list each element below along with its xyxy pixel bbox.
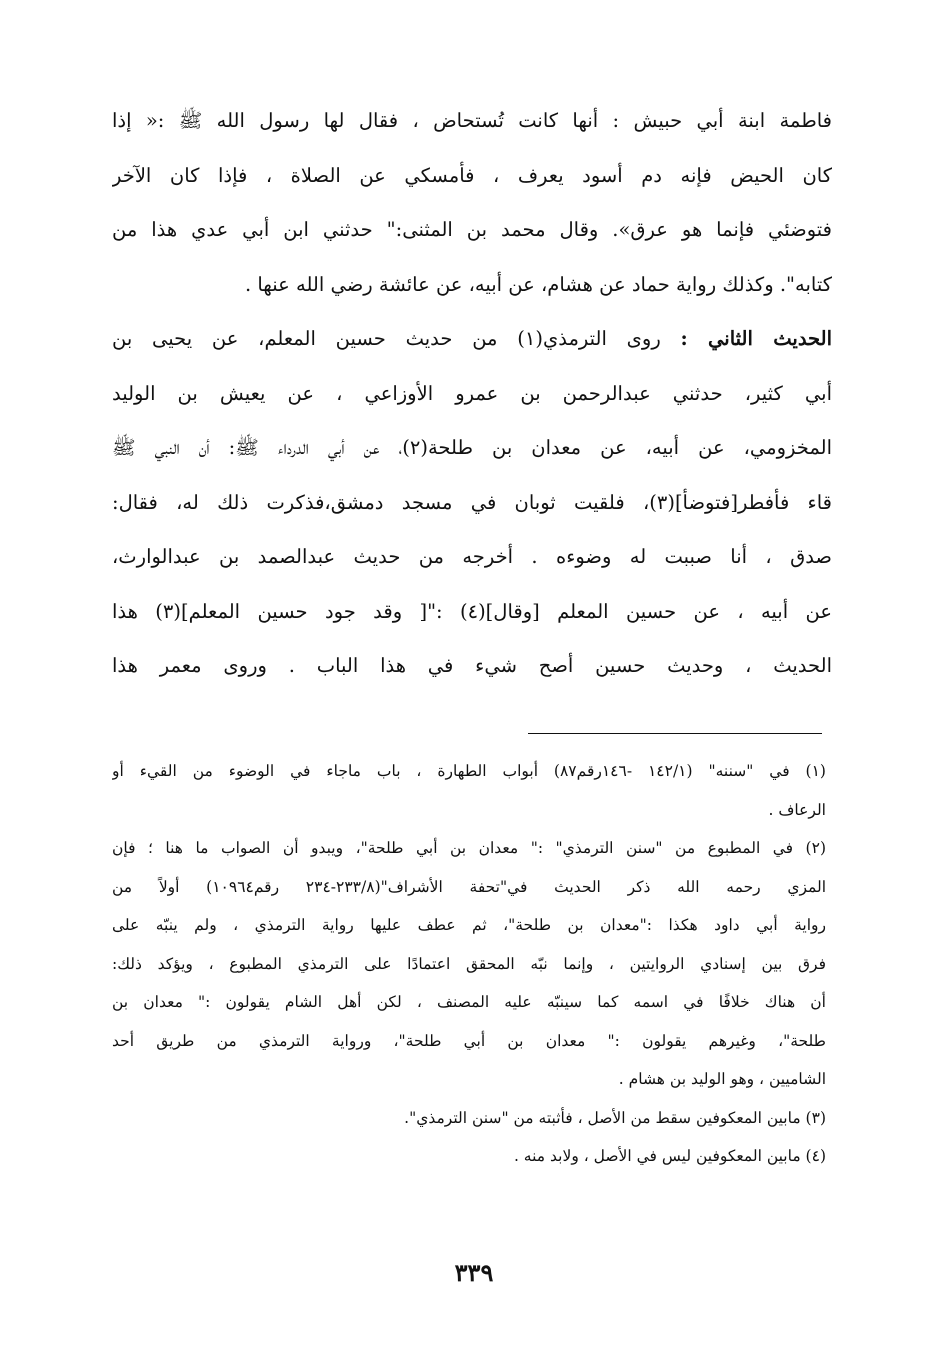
main-line: المخزومي، عن أبيه، عن معدان بن طلحة(٢)، عن أبي الدرداء ﷺ: أن النبي ﷺ — [112, 436, 832, 459]
footnote-line: (٢) في المطبوع من "سنن الترمذي" :" معدان بن أبي طلحة"، ويبدو أن الصواب ما هنا ؛ فإن — [112, 839, 826, 857]
footnote-line: المزي رحمه الله ذكر الحديث في"تحفة الأشراف"(٢٣٣/٨-٢٣٤ رقم١٠٩٦٤) أولاً من — [112, 877, 826, 896]
main-line-text: روى الترمذي(١) من حديث حسين المعلم، عن يحيى بن — [112, 327, 661, 350]
main-line: كتابه". وكذلك رواية حماد عن هشام، عن أبيه، عن عائشة رضي الله عنها . — [244, 272, 832, 296]
footnote-line: رواية أبي داود هكذا :"معدان بن طلحة"، ثم عطف عليها رواية الترمذي ، ولم ينبّه على — [112, 916, 826, 934]
main-line-with-heading — [112, 312, 832, 367]
footnote-line: (٣) مابين المعكوفين سقط من الأصل ، فأثبته من "سنن الترمذي". — [404, 1108, 826, 1127]
main-line: فتوضئي فإنما هو عرق». وقال محمد بن المثنى:" حدثني ابن أبي عدي هذا من — [112, 218, 832, 241]
section-heading: الحديث الثاني : — [680, 327, 832, 350]
main-line: عن أبيه ، عن حسين المعلم [وقال](٤) :"[ وقد جود حسين المعلم](٣) هذا — [112, 599, 832, 623]
main-line: صدق ، أنا صببت له وضوءه . أخرجه من حديث عبدالصمد بن عبدالوارث، — [112, 545, 832, 568]
main-line: أبي كثير، حدثني عبدالرحمن بن عمرو الأوزاعي ، عن يعيش بن الوليد — [112, 381, 832, 405]
footnote-line: (٤) مابين المعكوفين ليس في الأصل ، ولابد منه . — [513, 1147, 826, 1165]
footnote-line: (١) في "سننه" (١٤٢/١ -١٤٦رقم٨٧) أبواب الطهارة ، باب ماجاء في الوضوء من القيء أو — [112, 762, 826, 780]
footnote-line: الرعاف . — [768, 800, 826, 819]
footnotes — [112, 752, 826, 1176]
footnote-divider — [528, 733, 822, 734]
page-number: ٣٣٩ — [454, 1258, 494, 1287]
main-text — [112, 94, 832, 694]
main-line: الحديث ، وحديث حسين أصح شيء في هذا الباب . وروى معمر هذا — [112, 654, 832, 677]
main-line: قاء فأفطر[فتوضأ](٣)، فلقيت ثوبان في مسجد دمشق،فذكرت ذلك له، فقال: — [112, 490, 832, 514]
footnote-line: فرق بين إسنادي الروايتين ، وإنما نبّه المحقق اعتمادًا على الترمذي المطبوع ، ويؤكد ذلك: — [112, 954, 826, 973]
footnote-line: أن هناك خلافًا في اسمه كما سينبّه عليه المصنف ، لكن أهل الشام يقولون :" معدان بن — [112, 993, 826, 1011]
footnote-line: الشاميين ، وهو الوليد بن هشام . — [618, 1070, 826, 1088]
footnote-line: طلحة"، وغيرهم يقولون :" معدان بن أبي طلحة"، ورواية الترمذي من طريق أحد — [112, 1031, 826, 1050]
main-line: فاطمة ابنة أبي حبيش : أنها كانت تُستحاض ، فقال لها رسول الله ﷺ :« إذا — [112, 109, 832, 132]
main-line: كان الحيض فإنه دم أسود يعرف ، فأمسكي عن الصلاة ، فإذا كان الآخر — [112, 163, 832, 187]
